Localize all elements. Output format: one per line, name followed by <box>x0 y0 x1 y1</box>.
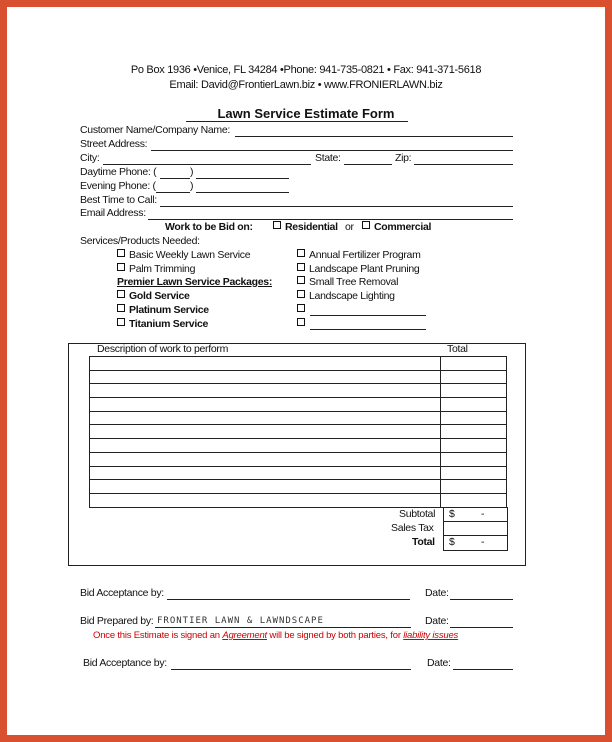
date-label-3: Date: <box>427 657 451 669</box>
totals-divider <box>443 521 507 522</box>
checkbox[interactable] <box>297 263 305 271</box>
total-cell[interactable] <box>441 384 507 398</box>
packages-heading: Premier Lawn Service Packages: <box>117 276 273 288</box>
service-option-other-1[interactable] <box>297 304 309 316</box>
zip-label: Zip: <box>395 152 412 164</box>
desc-cell[interactable] <box>90 466 441 480</box>
service-option-palm[interactable] <box>117 263 195 275</box>
checkbox[interactable] <box>117 290 125 298</box>
total-cell[interactable] <box>441 452 507 466</box>
estimate-form-page <box>7 7 605 735</box>
sales-tax-label: Sales Tax <box>391 522 434 534</box>
desc-cell[interactable] <box>90 425 441 439</box>
date-label-1: Date: <box>425 587 449 599</box>
date-field-3[interactable] <box>453 669 513 670</box>
state-label: State: <box>315 152 341 164</box>
desc-cell[interactable] <box>90 357 441 371</box>
checkbox[interactable] <box>297 249 305 257</box>
table-row <box>90 452 507 466</box>
desc-cell[interactable] <box>90 452 441 466</box>
table-row <box>90 439 507 453</box>
date-field-2[interactable] <box>450 627 513 628</box>
work-table <box>89 356 507 508</box>
service-other-2-field[interactable] <box>310 329 426 330</box>
checkbox[interactable] <box>117 249 125 257</box>
street-label: Street Address: <box>80 138 148 150</box>
city-field[interactable] <box>103 164 311 165</box>
evening-phone-label: Evening Phone: ( <box>80 180 156 192</box>
package-label: Platinum Service <box>129 304 209 316</box>
package-option-gold[interactable] <box>117 290 190 302</box>
table-row <box>90 357 507 371</box>
bid-acceptance-field-2[interactable] <box>171 669 411 670</box>
title-underline <box>186 121 408 122</box>
service-label: Small Tree Removal <box>309 276 399 288</box>
commercial-label: Commercial <box>374 221 432 233</box>
best-time-label: Best Time to Call: <box>80 194 157 206</box>
service-option-tree[interactable] <box>297 276 398 288</box>
residential-option[interactable] <box>273 221 338 233</box>
subtotal-currency: $ <box>449 508 455 520</box>
daytime-number-field[interactable] <box>196 178 289 179</box>
desc-cell[interactable] <box>90 493 441 507</box>
total-cell[interactable] <box>441 466 507 480</box>
desc-header: Description of work to perform <box>97 343 229 355</box>
table-row <box>90 370 507 384</box>
bid-prepared-label: Bid Prepared by: <box>80 615 154 627</box>
table-row <box>90 425 507 439</box>
daytime-paren: ) <box>190 166 194 178</box>
checkbox[interactable] <box>117 304 125 312</box>
total-header: Total <box>447 343 468 355</box>
service-label: Palm Trimming <box>129 263 196 275</box>
total-value[interactable]: - <box>481 536 485 548</box>
service-label: Annual Fertilizer Program <box>309 249 421 261</box>
customer-name-field[interactable] <box>235 136 513 137</box>
address-line: Po Box 1936 •Venice, FL 34284 •Phone: 941-735-0821 • Fax: 941-371-5618 <box>130 64 482 76</box>
service-option-lighting[interactable] <box>297 290 395 302</box>
service-other-1-field[interactable] <box>310 315 426 316</box>
bid-acceptance-field-1[interactable] <box>167 599 410 600</box>
agreement-link[interactable]: Agreement <box>222 630 267 641</box>
evening-number-field[interactable] <box>196 192 289 193</box>
evening-paren: ) <box>190 180 194 192</box>
total-cell[interactable] <box>441 398 507 412</box>
city-label: City: <box>80 152 100 164</box>
residential-checkbox[interactable] <box>273 221 281 229</box>
zip-field[interactable] <box>414 164 513 165</box>
street-field[interactable] <box>151 150 513 151</box>
table-row <box>90 384 507 398</box>
contact-line: Email: David@FrontierLawn.biz • www.FRONIERLAWN.biz <box>169 79 443 91</box>
checkbox[interactable] <box>117 318 125 326</box>
best-time-field[interactable] <box>160 206 513 207</box>
or-text: or <box>345 221 354 233</box>
commercial-checkbox[interactable] <box>362 221 370 229</box>
desc-cell[interactable] <box>90 370 441 384</box>
package-option-platinum[interactable] <box>117 304 209 316</box>
bid-prepared-field <box>155 627 411 628</box>
desc-cell[interactable] <box>90 411 441 425</box>
form-title: Lawn Service Estimate Form <box>217 106 395 121</box>
desc-cell[interactable] <box>90 398 441 412</box>
bid-prepared-value[interactable]: FRONTIER LAWN & LAWNDSCAPE <box>157 616 324 626</box>
total-cell[interactable] <box>441 493 507 507</box>
email-label: Email Address: <box>80 207 146 219</box>
service-option-basic[interactable] <box>117 249 250 261</box>
package-option-titanium[interactable] <box>117 318 208 330</box>
bid-acceptance-label-2: Bid Acceptance by: <box>83 657 167 669</box>
commercial-option[interactable] <box>362 221 431 233</box>
work-bid-label: Work to be Bid on: <box>165 221 253 233</box>
state-field[interactable] <box>344 164 392 165</box>
checkbox[interactable] <box>297 318 305 326</box>
table-row <box>90 493 507 507</box>
email-field[interactable] <box>148 219 513 220</box>
package-label: Titanium Service <box>129 318 209 330</box>
total-cell[interactable] <box>441 411 507 425</box>
checkbox[interactable] <box>297 290 305 298</box>
total-label: Total <box>412 536 435 548</box>
daytime-area-field[interactable] <box>160 178 190 179</box>
residential-label: Residential <box>285 221 338 233</box>
service-option-fertilizer[interactable] <box>297 249 421 261</box>
services-heading: Services/Products Needed: <box>80 235 200 247</box>
customer-name-label: Customer Name/Company Name: <box>80 124 231 136</box>
total-cell[interactable] <box>441 425 507 439</box>
liability-link[interactable]: liability issues <box>403 630 459 641</box>
agreement-notice <box>93 630 458 641</box>
total-cell[interactable] <box>441 357 507 371</box>
checkbox[interactable] <box>297 304 305 312</box>
service-label: Landscape Plant Pruning <box>309 263 420 275</box>
service-label: Basic Weekly Lawn Service <box>129 249 251 261</box>
desc-cell[interactable] <box>90 439 441 453</box>
package-label: Gold Service <box>129 290 190 302</box>
desc-cell[interactable] <box>90 384 441 398</box>
desc-cell[interactable] <box>90 480 441 494</box>
notice-mid: will be signed by both parties, for <box>266 630 404 641</box>
total-cell[interactable] <box>441 439 507 453</box>
date-field-1[interactable] <box>450 599 513 600</box>
service-option-other-2[interactable] <box>297 318 309 330</box>
subtotal-label: Subtotal <box>399 508 436 520</box>
checkbox[interactable] <box>297 276 305 284</box>
subtotal-value[interactable]: - <box>481 508 485 520</box>
notice-pre: Once this Estimate is signed an <box>93 630 223 641</box>
service-option-pruning[interactable] <box>297 263 419 275</box>
total-cell[interactable] <box>441 370 507 384</box>
evening-area-field[interactable] <box>156 192 190 193</box>
table-row <box>90 466 507 480</box>
table-row <box>90 480 507 494</box>
daytime-phone-label: Daytime Phone: ( <box>80 166 157 178</box>
checkbox[interactable] <box>117 263 125 271</box>
table-row <box>90 411 507 425</box>
table-row <box>90 398 507 412</box>
total-cell[interactable] <box>441 480 507 494</box>
service-label: Landscape Lighting <box>309 290 395 302</box>
bid-acceptance-label-1: Bid Acceptance by: <box>80 587 164 599</box>
date-label-2: Date: <box>425 615 449 627</box>
total-currency: $ <box>449 536 455 548</box>
